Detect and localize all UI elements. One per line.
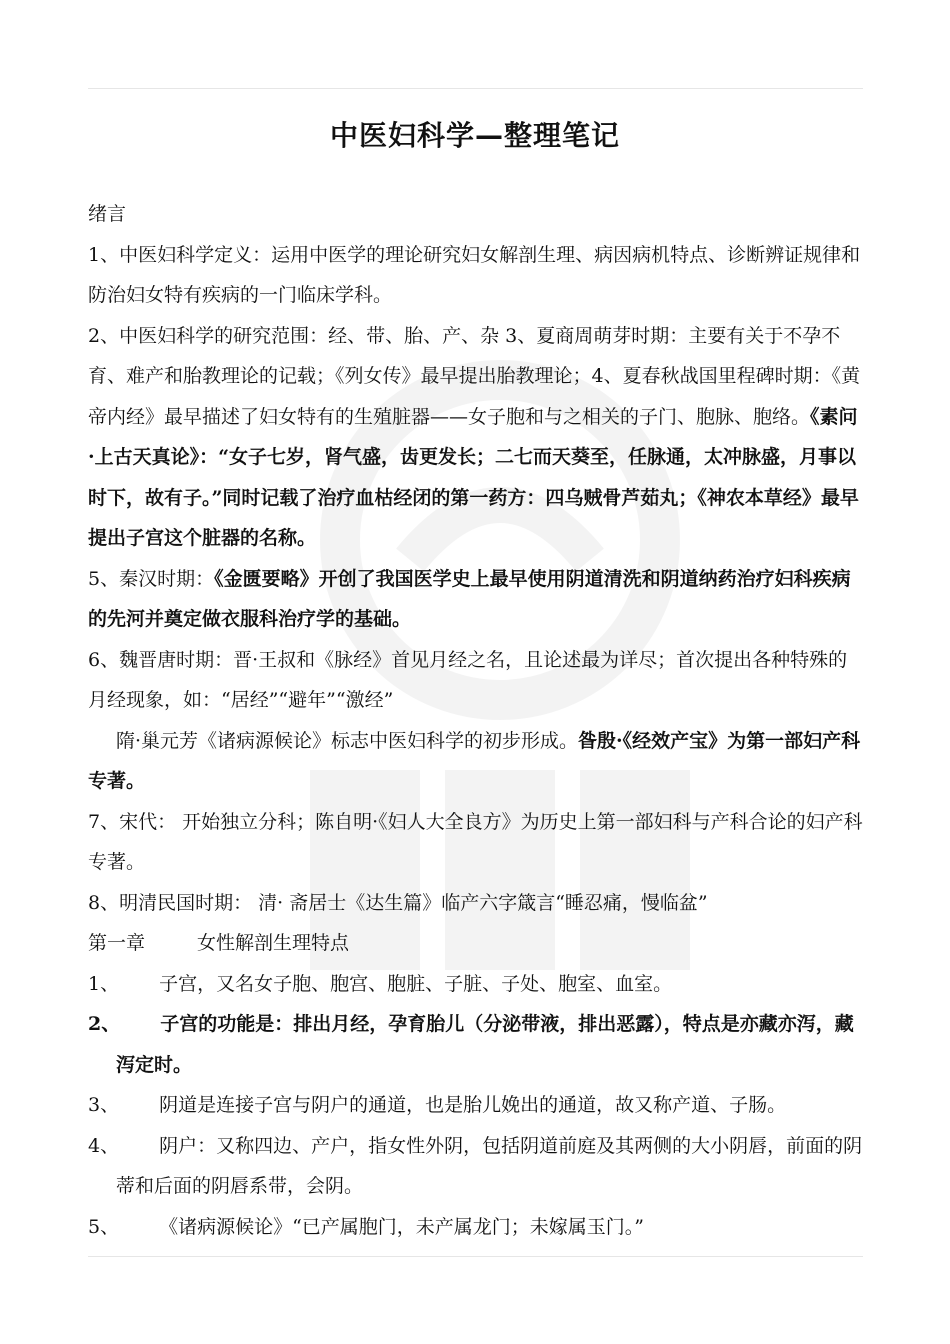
- list-item-text: 子宫，又名女子胞、胞宫、胞脏、子脏、子处、胞室、血室。: [159, 972, 673, 995]
- list-item-text: 《诸病源候论》“已产属胞门，未产属龙门；未嫁属玉门。”: [159, 1215, 645, 1238]
- list-item-text: 子宫的功能是：排出月经，孕育胎儿（分泌带液，排出恶露），特点是亦藏亦泻，藏泻定时。: [116, 1013, 854, 1076]
- paragraph-5-bold: 《金匮要略》开创了我国医学史上最早使用阴道清洗和阴道纳药治疗妇科疾病的先河并奠定做衣服科治疗学的基础。: [88, 567, 851, 630]
- list-item: [88, 1085, 863, 1126]
- list-item-number: 3、: [88, 1094, 120, 1116]
- list-item: [88, 1207, 863, 1248]
- list-item: [88, 1004, 863, 1085]
- document-body: [88, 194, 863, 1247]
- list-item: [88, 1126, 863, 1207]
- chapter-label: 第一章: [88, 932, 146, 954]
- list-item-number: 1、: [88, 972, 120, 995]
- paragraph-2-bold: 《素问·上古天真论》：“女子七岁，肾气盛，齿更发长；二七而天葵至，任脉通，太冲脉盛，月事以时下，故有子。”同时记载了治疗血枯经闭的第一药方：四乌贼骨芦茹丸；《神农本草经》最早提出子宫这个脏器的名称。: [88, 405, 859, 549]
- list-item-number: 4、: [88, 1134, 120, 1157]
- list-item: [88, 964, 863, 1005]
- top-rule: [88, 88, 863, 89]
- list-item-text: 阴户：又称四边、产户，指女性外阴，包括阴道前庭及其两侧的大小阴唇，前面的阴蒂和后面的阴唇系带，会阴。: [116, 1134, 863, 1197]
- paragraph-1: 1、中医妇科学定义：运用中医学的理论研究妇女解剖生理、病因病机特点、诊断辨证规律和防治妇女特有疾病的一门临床学科。: [88, 243, 861, 306]
- list-item-number: 2、: [88, 1013, 121, 1035]
- chapter-title: 女性解剖生理特点: [197, 932, 350, 954]
- paragraph-6b-bold: 昝殷·《经效产宝》为第一部妇产科专著。: [88, 729, 861, 792]
- chapter-heading: [88, 923, 863, 964]
- paragraph-2: [88, 316, 863, 559]
- paragraph-8: 8、明清民国时期： 清· 斋居士《达生篇》临产六字箴言“睡忍痛，慢临盆”: [88, 891, 708, 914]
- paragraph-5-label: 5、秦汉时期：: [88, 567, 215, 590]
- bottom-rule: [88, 1256, 863, 1257]
- intro-heading: 绪言: [88, 203, 127, 225]
- list-item-number: 5、: [88, 1215, 120, 1238]
- paragraph-6b: [88, 721, 863, 802]
- paragraph-2-text: 2、中医妇科学的研究范围：经、带、胎、产、杂 3、夏商周萌芽时期：主要有关于不孕不育、难产和胎教理论的记载；《列女传》最早提出胎教理论；4、夏春秋战国里程碑时期：《黄帝内经》最早描述了妇女特有的生殖脏器——女子胞和与之相关的子门、胞脉、胞络。: [88, 324, 861, 428]
- paragraph-6: 6、魏晋唐时期：晋·王叔和《脉经》首见月经之名，且论述最为详尽；首次提出各种特殊的月经现象，如：“居经”“避年”“激经”: [88, 648, 848, 711]
- paragraph-5: [88, 559, 863, 640]
- list-item-text: 阴道是连接子宫与阴户的通道，也是胎儿娩出的通道，故又称产道、子肠。: [159, 1094, 787, 1116]
- document-title: 中医妇科学—整理笔记: [329, 119, 620, 152]
- paragraph-7: 7、宋代： 开始独立分科；陈自明·《妇人大全良方》为历史上第一部妇科与产科合论的妇产科专著。: [88, 810, 863, 873]
- paragraph-6b-text: 隋·巢元芳《诸病源候论》标志中医妇科学的初步形成。: [116, 729, 579, 752]
